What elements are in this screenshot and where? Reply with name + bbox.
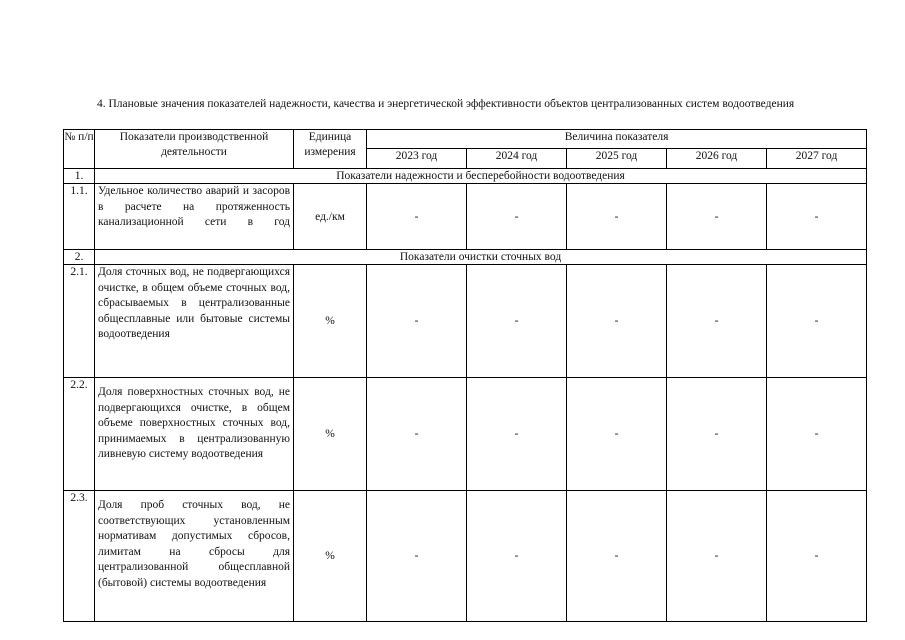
row-value-2025: - xyxy=(567,378,667,491)
table-row xyxy=(64,491,867,622)
row-indicator: Доля проб сточных вод, не соответствующих установленным нормативам допустимых сбросов, лимитам на сбросы для централизованной общесплавной (бытовой) системы водоотведения xyxy=(95,491,294,622)
row-value-2027: - xyxy=(767,491,867,622)
row-unit: % xyxy=(294,491,367,622)
row-value-2027: - xyxy=(767,378,867,491)
row-unit: % xyxy=(294,378,367,491)
col-header-indicator: Показатели производственной деятельности xyxy=(95,130,294,169)
col-header-year-2023: 2023 год xyxy=(367,149,467,169)
col-header-year-2026: 2026 год xyxy=(667,149,767,169)
document-heading: 4. Плановые значения показателей надежности, качества и энергетической эффективности объектов централизованных систем водоотведения xyxy=(97,98,795,110)
col-header-value-group: Величина показателя xyxy=(367,130,867,149)
row-value-2026: - xyxy=(667,378,767,491)
row-indicator: Удельное количество аварий и засоров в расчете на протяженность канализационной сети в год xyxy=(95,184,294,250)
col-header-num: № п/п xyxy=(64,130,95,169)
row-value-2027: - xyxy=(767,184,867,250)
row-value-2024: - xyxy=(467,265,567,378)
row-indicator: Доля сточных вод, не подвергающихся очистке, в общем объеме сточных вод, сбрасываемых в централизованные общесплавные или бытовые системы водоотведения xyxy=(95,265,294,378)
row-value-2025: - xyxy=(567,184,667,250)
row-value-2026: - xyxy=(667,491,767,622)
row-value-2025: - xyxy=(567,491,667,622)
section-title: Показатели надежности и бесперебойности водоотведения xyxy=(95,169,867,184)
row-num: 2.1. xyxy=(64,265,95,378)
row-value-2023: - xyxy=(367,265,467,378)
header-row-1 xyxy=(64,130,867,149)
row-num: 1.1. xyxy=(64,184,95,250)
row-indicator: Доля поверхностных сточных вод, не подвергающихся очистке, в общем объеме поверхностных сточных вод, принимаемых в централизованную ливневую систему водоотведения xyxy=(95,378,294,491)
row-unit: % xyxy=(294,265,367,378)
indicators-table xyxy=(63,129,867,622)
row-unit: ед./км xyxy=(294,184,367,250)
col-header-year-2024: 2024 год xyxy=(467,149,567,169)
col-header-year-2027: 2027 год xyxy=(767,149,867,169)
row-value-2023: - xyxy=(367,491,467,622)
row-value-2027: - xyxy=(767,265,867,378)
table-row xyxy=(64,184,867,250)
section-num: 1. xyxy=(64,169,95,184)
row-value-2025: - xyxy=(567,265,667,378)
table-row xyxy=(64,265,867,378)
row-value-2023: - xyxy=(367,378,467,491)
section-title: Показатели очистки сточных вод xyxy=(95,250,867,265)
col-header-unit: Единица измерения xyxy=(294,130,367,169)
row-value-2026: - xyxy=(667,184,767,250)
row-num: 2.3. xyxy=(64,491,95,622)
row-value-2024: - xyxy=(467,491,567,622)
col-header-year-2025: 2025 год xyxy=(567,149,667,169)
row-num: 2.2. xyxy=(64,378,95,491)
row-value-2024: - xyxy=(467,184,567,250)
row-value-2023: - xyxy=(367,184,467,250)
section-row xyxy=(64,169,867,184)
section-num: 2. xyxy=(64,250,95,265)
row-value-2024: - xyxy=(467,378,567,491)
row-value-2026: - xyxy=(667,265,767,378)
section-row xyxy=(64,250,867,265)
table-row xyxy=(64,378,867,491)
